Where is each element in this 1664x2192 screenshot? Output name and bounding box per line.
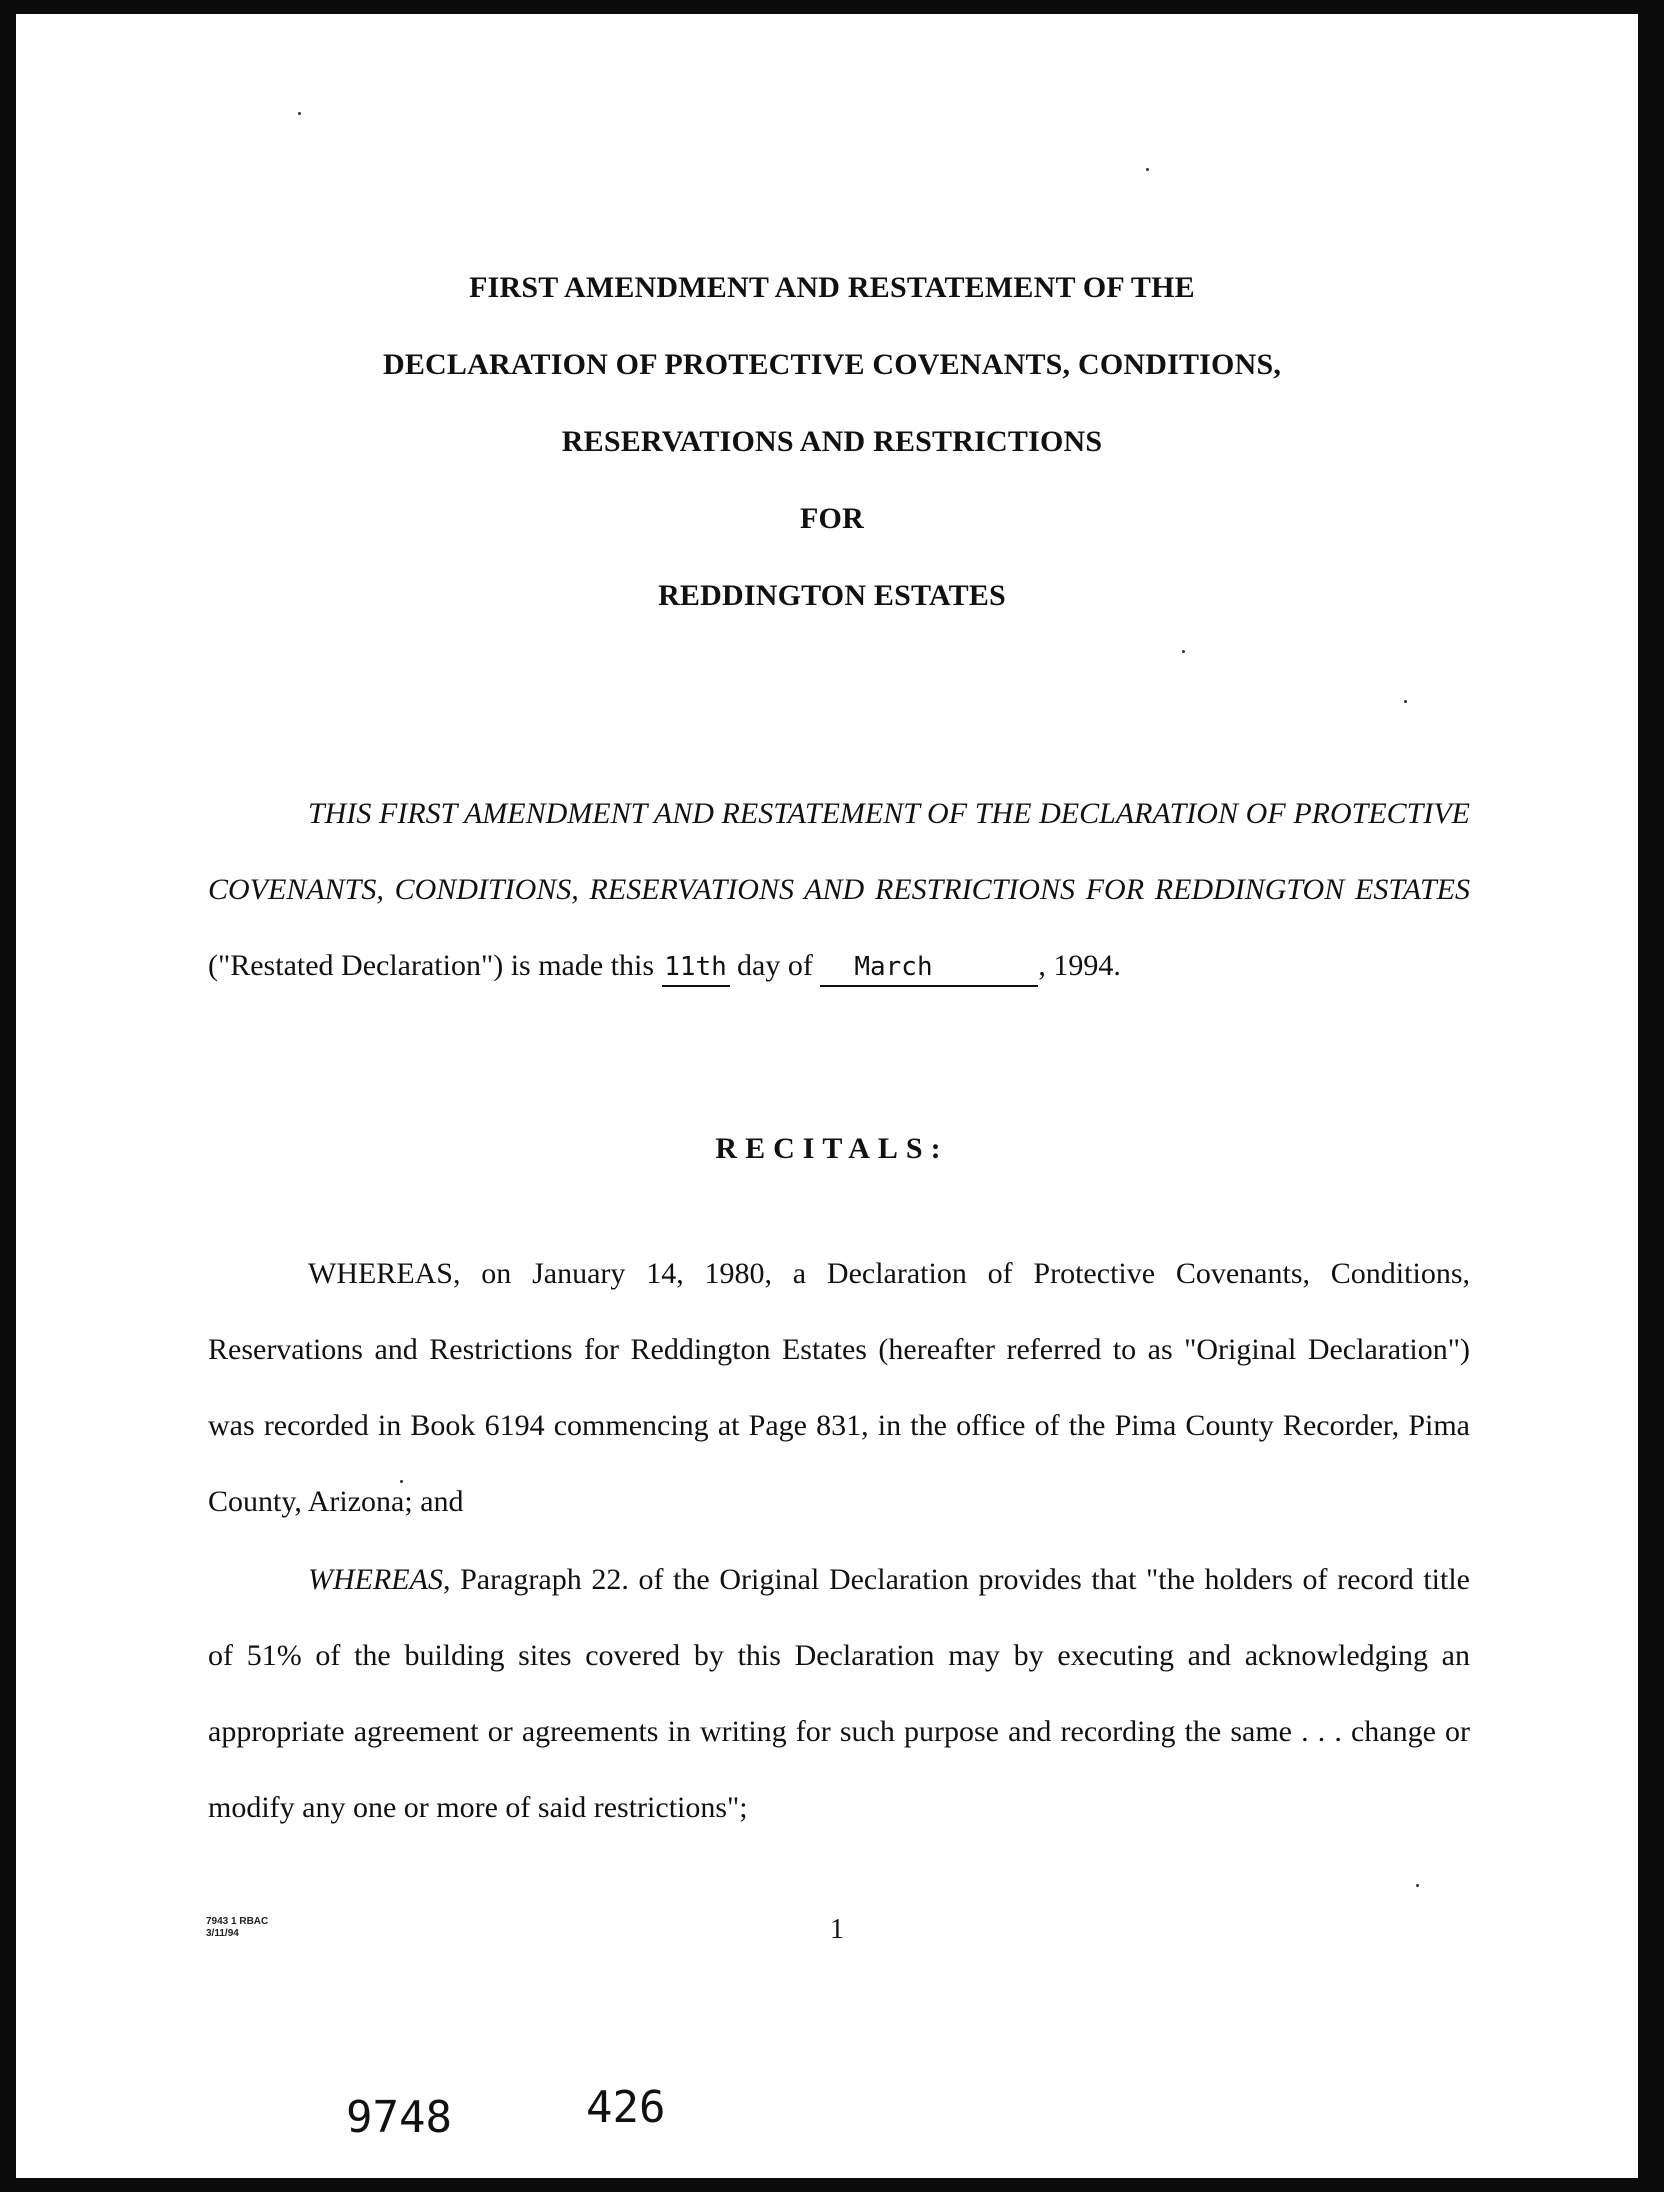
- title-line-4: FOR: [800, 502, 864, 535]
- scan-speck: [1182, 650, 1185, 653]
- intro-italic-lead: THIS FIRST AMENDMENT AND RESTATEMENT OF THE DECLARATION OF PROTECTIVE COVENANTS, CONDITIONS, RESERVATIONS AND RESTRICTIONS FOR REDDINGTON ESTATES: [208, 797, 1470, 906]
- document-code-line-1: 7943 1 RBAC: [206, 1916, 269, 1927]
- document-code-line-2: 3/11/94: [206, 1928, 239, 1939]
- scan-speck: [400, 1480, 403, 1483]
- page-number: 1: [830, 1914, 844, 1945]
- recitals-heading: RECITALS:: [715, 1132, 949, 1165]
- document-code: [206, 1916, 268, 1940]
- scan-speck: [1416, 1884, 1419, 1887]
- recording-book-number: 9748: [346, 2092, 452, 2143]
- month-filled-blank: March: [820, 949, 1038, 987]
- recital-1-text: , on January 14, 1980, a Declaration of Protective Covenants, Conditions, Reservations and Restrictions for Reddington Estates (hereafter referred to as "Original Declaration") was recorded in Book 6194 commencing at Page 831, in the office of the Pima County Recorder, Pima County, Arizona; and: [208, 1257, 1470, 1518]
- scan-speck: [1404, 700, 1407, 703]
- intro-text-c: , 1994.: [1038, 949, 1121, 982]
- recital-1-lead: WHEREAS: [308, 1257, 453, 1290]
- recital-2-text: , Paragraph 22. of the Original Declaration provides that "the holders of record title of 51% of the building sites covered by this Declaration may by executing and acknowledging an appropriate agreement or agreements in writing for such purpose and recording the same . . . change or modify any one or more of said restrictions";: [208, 1563, 1470, 1824]
- intro-text-a: ("Restated Declaration") is made this: [208, 949, 662, 982]
- intro-text-b: day of: [729, 949, 821, 982]
- recital-paragraph-1: [208, 1236, 1470, 1540]
- title-line-5: REDDINGTON ESTATES: [658, 579, 1006, 612]
- title-line-2: DECLARATION OF PROTECTIVE COVENANTS, CONDITIONS,: [382, 348, 1282, 381]
- recital-paragraph-2: [208, 1542, 1470, 1846]
- recording-page-number: 426: [586, 2082, 666, 2133]
- intro-paragraph: [208, 776, 1470, 1004]
- document-title: [0, 258, 1664, 643]
- day-filled-blank: 11th: [662, 949, 730, 987]
- scan-speck: [298, 112, 301, 115]
- scan-speck: [1146, 168, 1149, 171]
- recital-2-lead: WHEREAS: [308, 1563, 443, 1596]
- title-line-3: RESERVATIONS AND RESTRICTIONS: [561, 425, 1103, 458]
- title-line-1: FIRST AMENDMENT AND RESTATEMENT OF THE: [469, 271, 1195, 304]
